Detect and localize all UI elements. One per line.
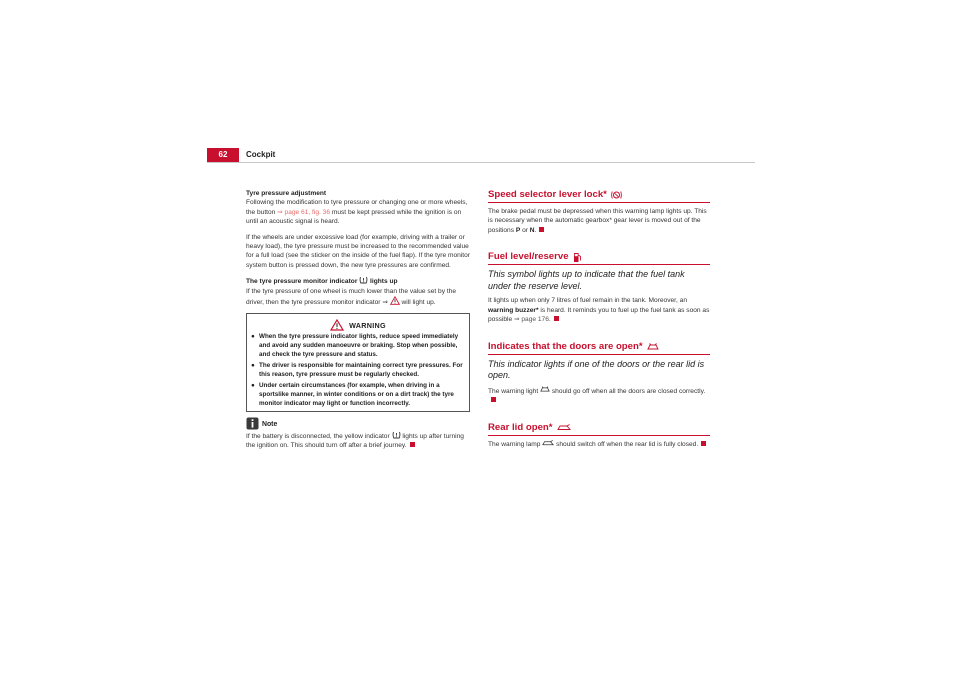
warning-text: When the tyre pressure indicator lights, reduce speed immediately and avoid any sudden manoeuvre or braking. Stop when possible, and check the tyre pressure and status. — [259, 333, 459, 359]
tyre-indicator-heading — [246, 276, 470, 286]
rear-lid-title — [488, 422, 710, 436]
text: If the battery is disconnected, the yellow indicator — [246, 432, 392, 440]
text: will light up. — [399, 299, 436, 307]
warning-item — [247, 333, 469, 360]
open-door-icon — [540, 386, 550, 393]
page-link[interactable]: ⇒ page 176 — [514, 316, 549, 324]
text: is heard. It reminds you to fuel up the fuel tank as soon as possible — [488, 306, 710, 324]
text: . — [548, 316, 551, 324]
doors-title — [488, 341, 710, 355]
page-header — [207, 148, 755, 162]
warning-item — [247, 382, 469, 409]
text: It lights up when only 7 litres of fuel remain in the tank. Moreover, an — [488, 297, 688, 305]
warning-item — [247, 362, 469, 380]
right-column — [488, 189, 710, 455]
tyre-adjust-heading: Tyre pressure adjustment — [246, 190, 327, 197]
doors-subtitle: This indicator lights if one of the doors or the rear lid is open. — [488, 358, 705, 381]
rear-lid-icon — [542, 440, 554, 446]
text: lights up after turning the ignition on. This should turn off after a brief journey. — [246, 432, 464, 450]
doors-text — [488, 386, 710, 406]
end-mark-icon — [554, 316, 559, 321]
warning-title: WARNING — [349, 320, 386, 330]
open-door-icon — [647, 343, 659, 351]
warning-header — [247, 317, 469, 333]
fuel-text — [488, 296, 710, 324]
warning-text: Under certain circumstances (for example, when driving in a sportslike manner, in winter conditions or on a dirt track) the tyre monitor indicator may light or function incorrectly. — [259, 382, 454, 407]
warning-triangle-icon — [390, 296, 400, 305]
note-title: Note — [262, 421, 278, 429]
bullet-icon: ● — [251, 362, 255, 370]
left-column — [246, 189, 470, 457]
page-link[interactable]: ⇒ page 61, fig. 36 — [277, 208, 330, 216]
fuel-subtitle: This symbol lights up to indicate that the fuel tank under the reserve level. — [488, 269, 685, 291]
text: must be kept pressed while the ignition is on until an acoustic signal is heard. — [246, 208, 462, 226]
page-number: 62 — [207, 148, 239, 162]
end-mark-icon — [410, 442, 415, 447]
text: should go off when all the doors are closed correctly. — [550, 387, 706, 395]
note-icon — [246, 417, 259, 430]
text: . — [534, 226, 537, 234]
warning-triangle-icon — [330, 319, 344, 331]
warning-box — [246, 313, 470, 411]
end-mark-icon — [539, 227, 544, 232]
tyre-pressure-icon — [392, 431, 401, 439]
speed-selector-text — [488, 207, 710, 235]
text: Indicates that the doors are open* — [488, 340, 643, 352]
selector-lever-icon — [611, 190, 622, 200]
header-divider — [207, 162, 755, 163]
text: The warning lamp — [488, 440, 543, 448]
text: should switch off when the rear lid is fully closed. — [554, 440, 699, 448]
note-text — [246, 431, 470, 451]
text: lights up — [368, 278, 398, 286]
bullet-icon: ● — [251, 333, 255, 341]
gear-n: N — [529, 226, 535, 234]
text: Following the modification to tyre pressure or changing one or more wheels, the button — [246, 199, 468, 216]
rear-lid-text — [488, 440, 710, 449]
warning-text: The driver is responsible for maintaining correct tyre pressures. For this reason, tyre pressure must be regularly checked. — [259, 362, 463, 379]
warning-buzzer-term: warning buzzer* — [488, 306, 539, 314]
end-mark-icon — [701, 441, 706, 446]
note-header — [246, 417, 470, 430]
text: The brake pedal must be depressed when this warning lamp lights up. This is necessary when the automatic gearbox* gear lever is moved out of the positions — [488, 208, 707, 234]
rear-lid-icon — [557, 424, 571, 431]
text: The tyre pressure monitor indicator — [246, 278, 360, 286]
fuel-title — [488, 251, 710, 265]
tyre-indicator-para — [246, 287, 470, 308]
tyre-adjust-para1 — [246, 198, 470, 226]
page-title: Cockpit — [246, 150, 276, 159]
end-mark-icon — [491, 397, 496, 402]
speed-selector-title — [488, 189, 710, 203]
text: Fuel level/reserve — [488, 251, 569, 263]
text: Speed selector lever lock* — [488, 189, 607, 200]
text: If the tyre pressure of one wheel is much lower than the value set by the driver, then the tyre pressure monitor indicator ⇒ — [246, 287, 457, 307]
text: or — [520, 226, 530, 234]
fuel-pump-icon — [573, 252, 582, 263]
tyre-adjust-para2: If the wheels are under excessive load (for example, driving with a trailer or heavy load), the tyre pressure must be increased to the recommended value for a full load (see the sticker on the inside of the fuel flap). If the tyre monitor system button is pressed down, the new tyre pressures are confirmed. — [246, 233, 470, 269]
text: Rear lid open* — [488, 421, 553, 433]
tyre-pressure-icon — [359, 276, 368, 284]
text: The warning light — [488, 387, 541, 395]
bullet-icon: ● — [251, 382, 255, 389]
gear-p: P — [515, 226, 521, 234]
